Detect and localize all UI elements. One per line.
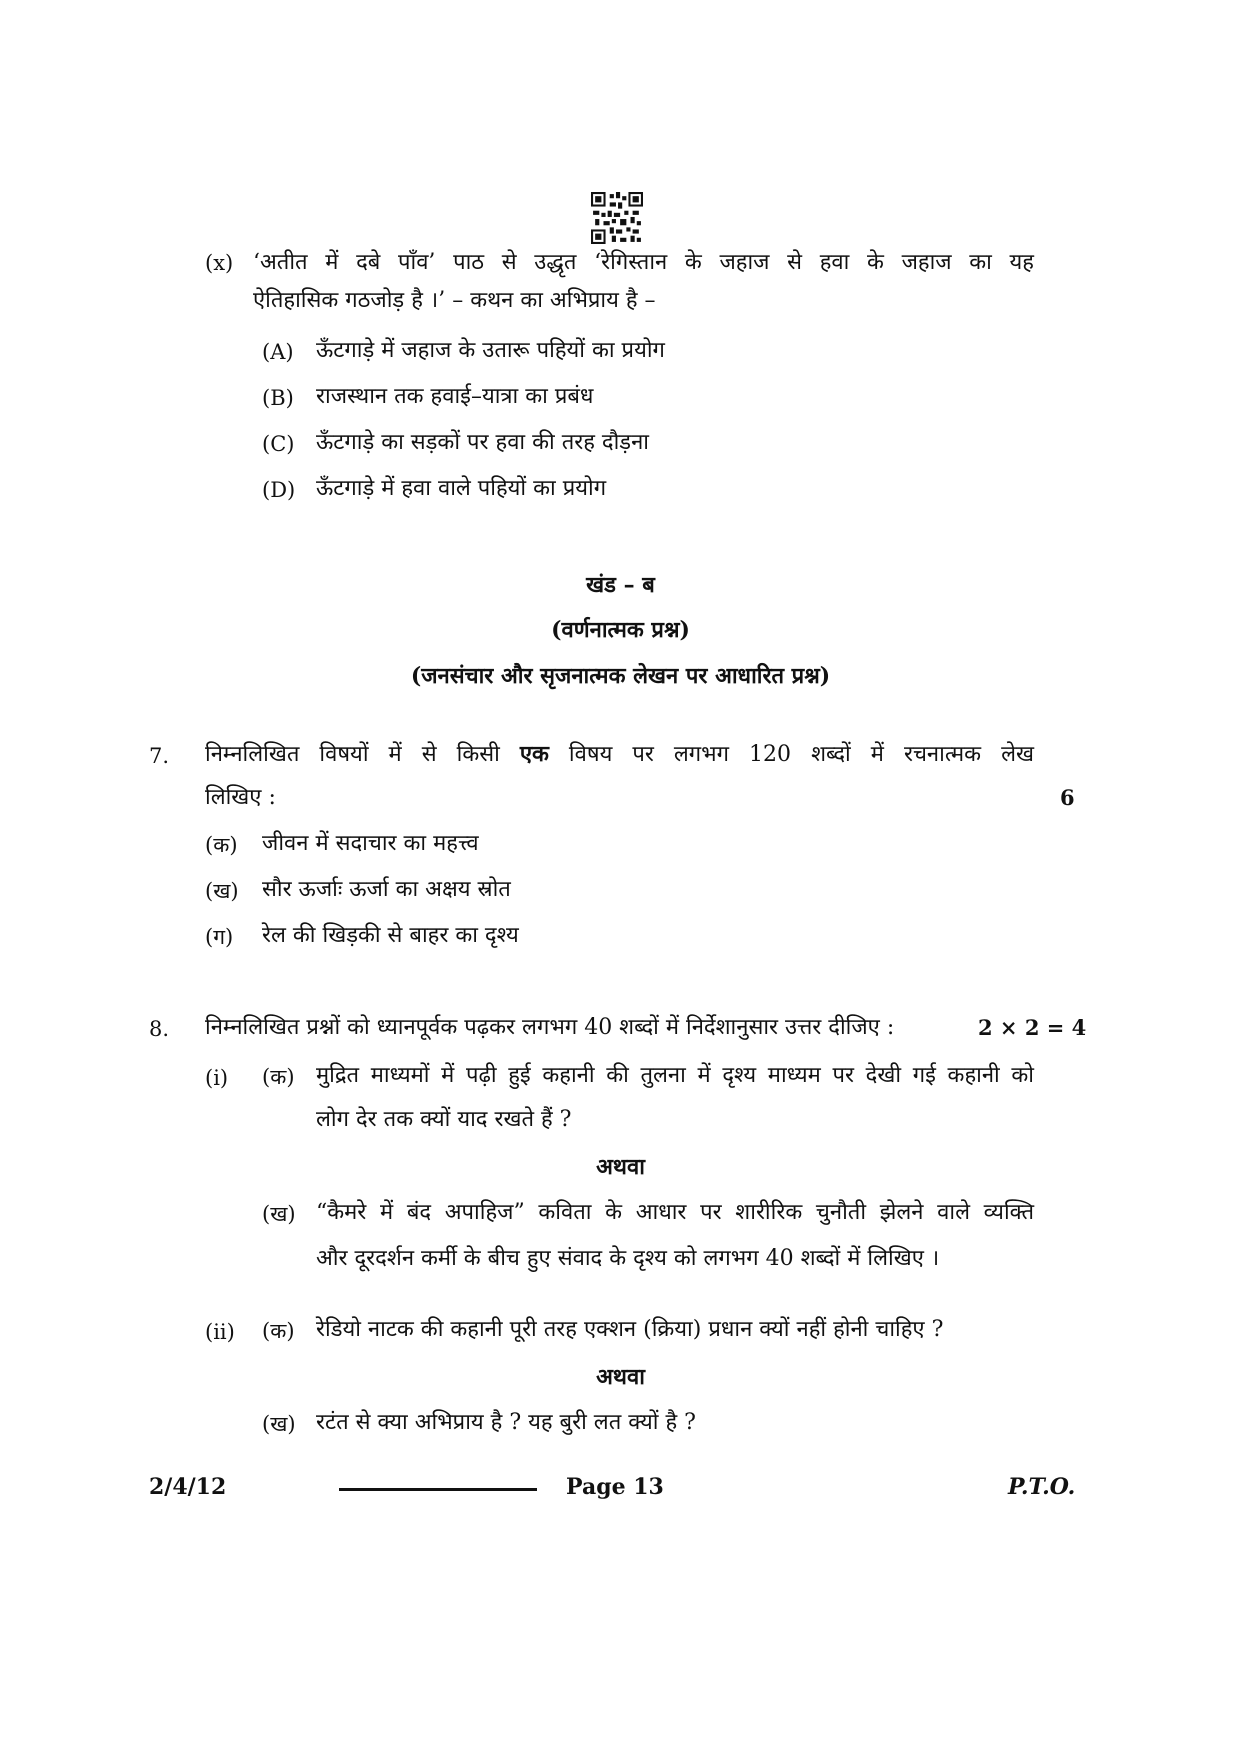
question-text-line: ऐतिहासिक गठजोड़ है ।’ – कथन का अभिप्राय है – [253,288,656,313]
qr-code-icon [591,192,643,244]
option-text: ऊँटगाड़े में जहाज के उतारू पहियों का प्रयोग [316,338,665,363]
question-text-line: और दूरदर्शन कर्मी के बीच हुए संवाद के दृश्य को लगभग 40 शब्दों में लिखिए । [316,1246,940,1271]
option-label: (ख) [205,879,239,903]
option-label: (ग) [205,925,234,949]
option-label: (ख) [262,1202,296,1226]
or-label: अथवा [596,1154,645,1180]
question-number: 7. [149,744,170,768]
option-text: जीवन में सदाचार का महत्त्व [262,831,479,856]
question-number: 8. [149,1017,170,1041]
option-text: सौर ऊर्जाः ऊर्जा का अक्षय स्रोत [262,877,511,902]
sub-question-number: (ii) [205,1320,235,1344]
section-subtitle: (जनसंचार और सृजनात्मक लेखन पर आधारित प्रश्न) [410,663,831,689]
marks: 2 × 2 = 4 [978,1015,1087,1040]
sub-question-number: (i) [205,1066,229,1090]
page-number: Page 13 [566,1474,664,1500]
option-text: राजस्थान तक हवाई–यात्रा का प्रबंध [316,384,594,409]
question-text-line: “कैमरे में बंद अपाहिज” कविता के आधार पर शारीरिक चुनौती झेलने वाले व्यक्ति [316,1200,1034,1225]
paper-code: 2/4/12 [149,1474,227,1500]
question-text-line: ‘अतीत में दबे पाँव’ पाठ से उद्धृत ‘रेगिस्तान के जहाज से हवा के जहाज का यह [253,250,1034,275]
option-label: (ख) [262,1412,296,1436]
question-text-line: निम्नलिखित विषयों में से किसी एक विषय पर लगभग 120 शब्दों में रचनात्मक लेख [205,741,1034,767]
option-text: रेल की खिड़की से बाहर का दृश्य [262,923,519,948]
section-subtitle: (वर्णनात्मक प्रश्न) [551,617,690,643]
option-label: (B) [262,386,294,410]
option-label: (क) [205,833,238,857]
pto-label: P.T.O. [1008,1474,1076,1500]
option-text: ऊँटगाड़े में हवा वाले पहियों का प्रयोग [316,476,607,501]
question-text-line: लिखिए : [205,785,276,810]
question-text-line: रटंत से क्या अभिप्राय है ? यह बुरी लत क्यों है ? [316,1410,696,1435]
question-text-line: निम्नलिखित प्रश्नों को ध्यानपूर्वक पढ़कर लगभग 40 शब्दों में निर्देशानुसार उत्तर दीजिए : [205,1015,895,1040]
marks: 6 [1060,785,1075,810]
or-label: अथवा [596,1364,645,1390]
question-text-line: लोग देर तक क्यों याद रखते हैं ? [316,1107,572,1132]
option-label: (D) [262,478,296,502]
option-label: (क) [262,1065,295,1089]
section-title: खंड – ब [586,572,655,598]
option-label: (A) [262,340,294,364]
question-number: (x) [205,251,234,275]
footer-divider [339,1488,537,1491]
question-text-line: मुद्रित माध्यमों में पढ़ी हुई कहानी की तुलना में दृश्य माध्यम पर देखी गई कहानी को [316,1063,1034,1088]
option-text: ऊँटगाड़े का सड़कों पर हवा की तरह दौड़ना [316,430,649,455]
question-text-line: रेडियो नाटक की कहानी पूरी तरह एक्शन (क्रिया) प्रधान क्यों नहीं होनी चाहिए ? [316,1317,944,1342]
option-label: (C) [262,432,295,456]
option-label: (क) [262,1319,295,1343]
